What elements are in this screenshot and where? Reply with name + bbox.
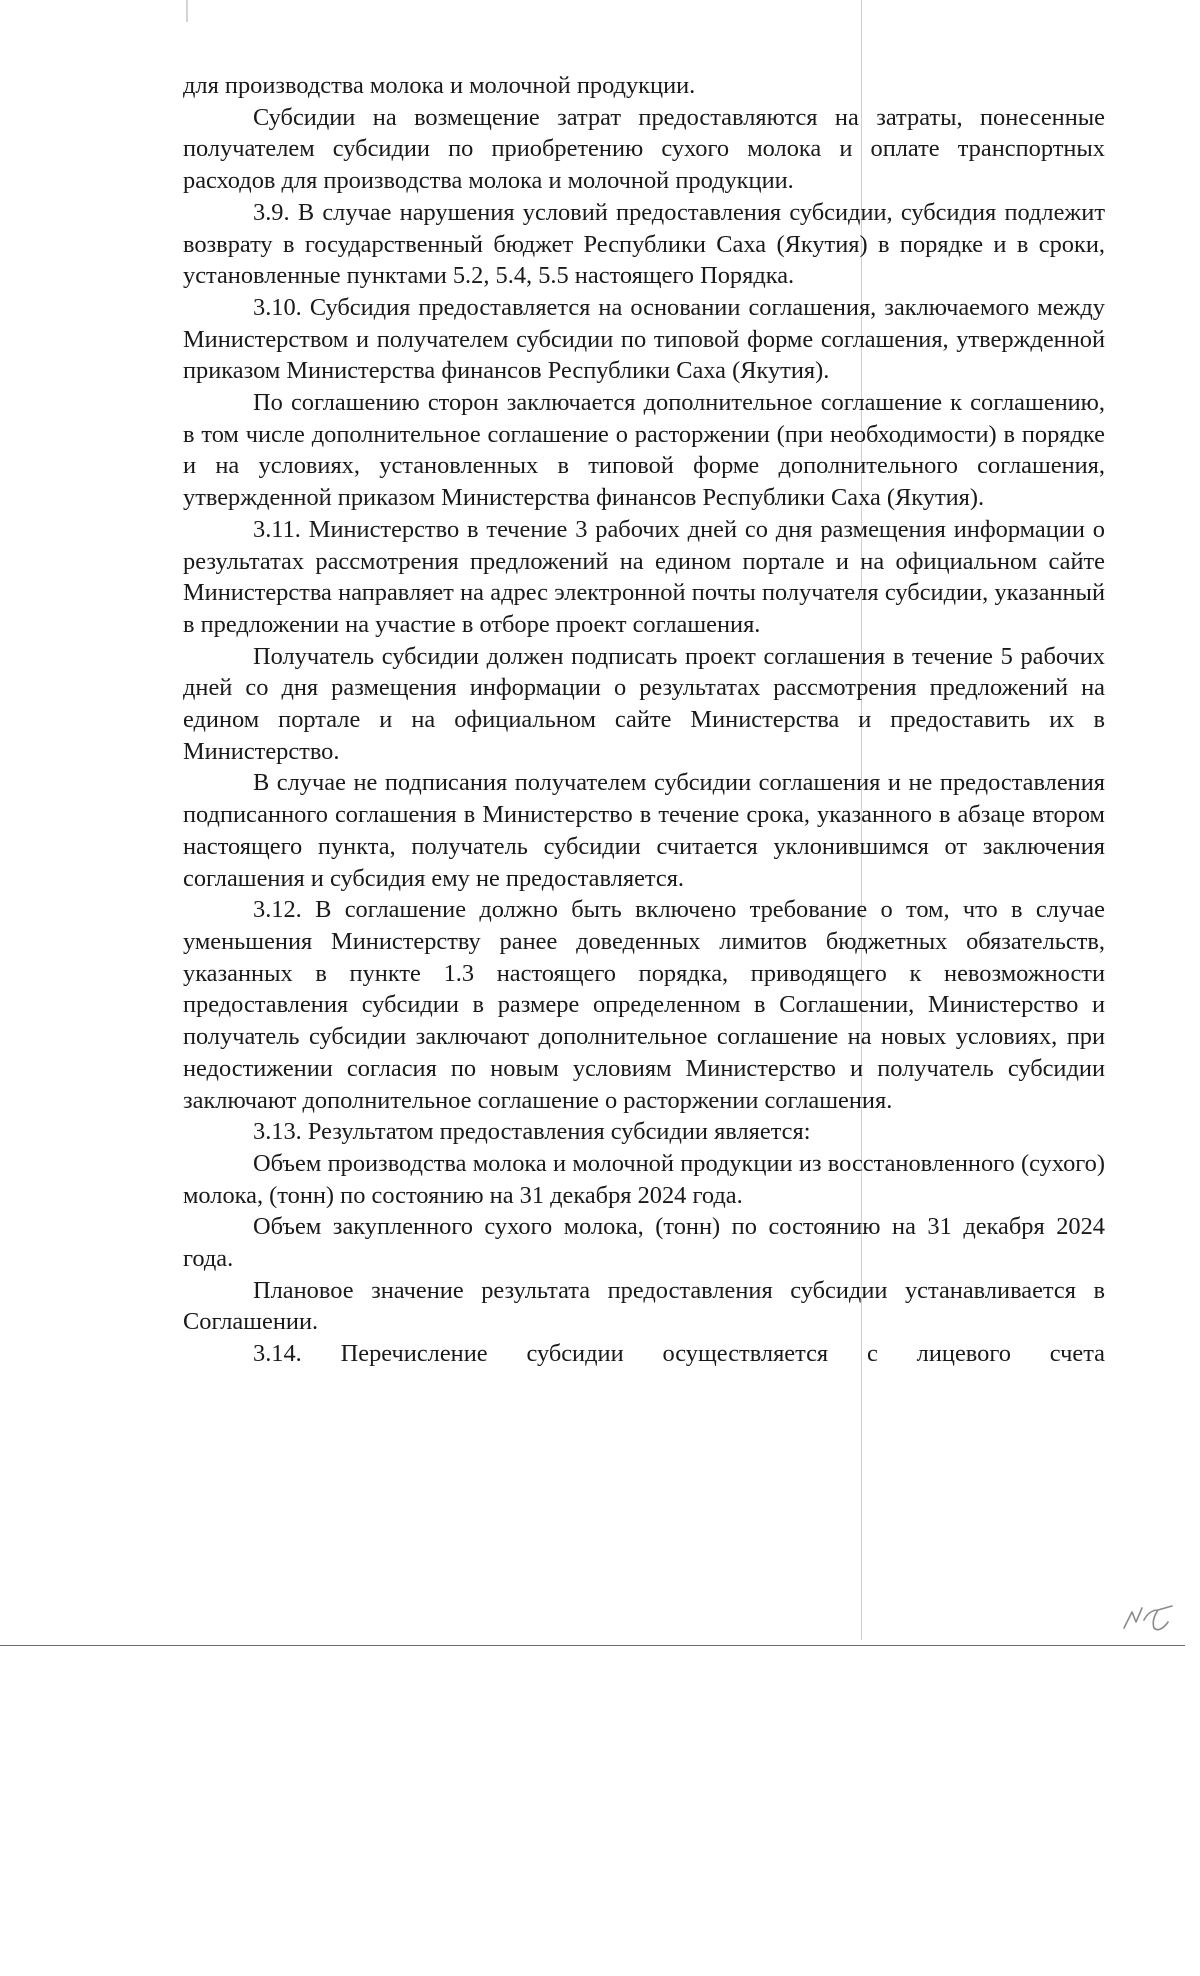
- paragraph-3-12: 3.12. В соглашение должно быть включено требование о том, что в случае уменьшения Министерству ранее доведенных лимитов бюджетных обязательств, указанных в пункте 1.3 настоящего порядка, приводящего к невозможности предоставления субсидии в размере определенном в Соглашении, Министерство и получатель субсидии заключают дополнительное соглашение на новых условиях, при недостижении согласия по новым условиям Министерство и получатель субсидии заключают дополнительное соглашение о расторжении соглашения.: [183, 896, 1105, 1114]
- scan-corner-mark: [186, 0, 188, 22]
- paragraph-planned-value: Плановое значение результата предоставления субсидии устанавливается в Соглашении.: [183, 1276, 1105, 1336]
- document-body: [183, 70, 1105, 1370]
- paragraph-result-purchase: Объем закупленного сухого молока, (тонн) по состоянию на 31 декабря 2024 года.: [183, 1213, 1105, 1273]
- paragraph-result-production: Объем производства молока и молочной продукции из восстановленного (сухого) молока, (тонн) по состоянию на 31 декабря 2024 года.: [183, 1149, 1105, 1209]
- paragraph-continuation: для производства молока и молочной продукции.: [183, 72, 696, 99]
- paragraph-3-13: 3.13. Результатом предоставления субсидии является:: [253, 1118, 811, 1146]
- paragraph-sign-deadline: Получатель субсидии должен подписать проект соглашения в течение 5 рабочих дней со дня размещения информации о результатах рассмотрения предложений на едином портале и на официальном сайте Министерства и предоставить их в Министерство.: [183, 642, 1105, 765]
- paragraph-3-10: 3.10. Субсидия предоставляется на основании соглашения, заключаемого между Министерством и получателем субсидии по типовой форме соглашения, утвержденной приказом Министерства финансов Республики Саха (Якутия).: [183, 293, 1105, 385]
- paragraph-additional-agreement: По соглашению сторон заключается дополнительное соглашение к соглашению, в том числе дополнительное соглашение о расторжении (при необходимости) в порядке и на условиях, установленных в типовой форме дополнительного соглашения, утвержденной приказом Министерства финансов Республики Саха (Якутия).: [183, 389, 1105, 512]
- handwritten-initials: [1118, 1598, 1178, 1642]
- paragraph-3-14: 3.14. Перечисление субсидии осуществляется с лицевого счета: [253, 1340, 1105, 1368]
- paragraph-subsidy-costs: Субсидии на возмещение затрат предоставляются на затраты, понесенные получателем субсидии по приобретению сухого молока и оплате транспортных расходов для производства молока и молочной продукции.: [183, 103, 1105, 195]
- paragraph-evasion: В случае не подписания получателем субсидии соглашения и не предоставления подписанного соглашения в Министерство в течение срока, указанного в абзаце втором настоящего пункта, получатель субсидии считается уклонившимся от заключения соглашения и субсидия ему не предоставляется.: [183, 769, 1105, 892]
- paragraph-3-11: 3.11. Министерство в течение 3 рабочих дней со дня размещения информации о результатах рассмотрения предложений на едином портале и на официальном сайте Министерства направляет на адрес электронной почты получателя субсидии, указанный в предложении на участие в отборе проект соглашения.: [183, 515, 1105, 638]
- paragraph-3-9: 3.9. В случае нарушения условий предоставления субсидии, субсидия подлежит возврату в государственный бюджет Республики Саха (Якутия) в порядке и в сроки, установленные пунктами 5.2, 5.4, 5.5 настоящего Порядка.: [183, 198, 1105, 290]
- page-bottom-rule: [0, 1645, 1185, 1646]
